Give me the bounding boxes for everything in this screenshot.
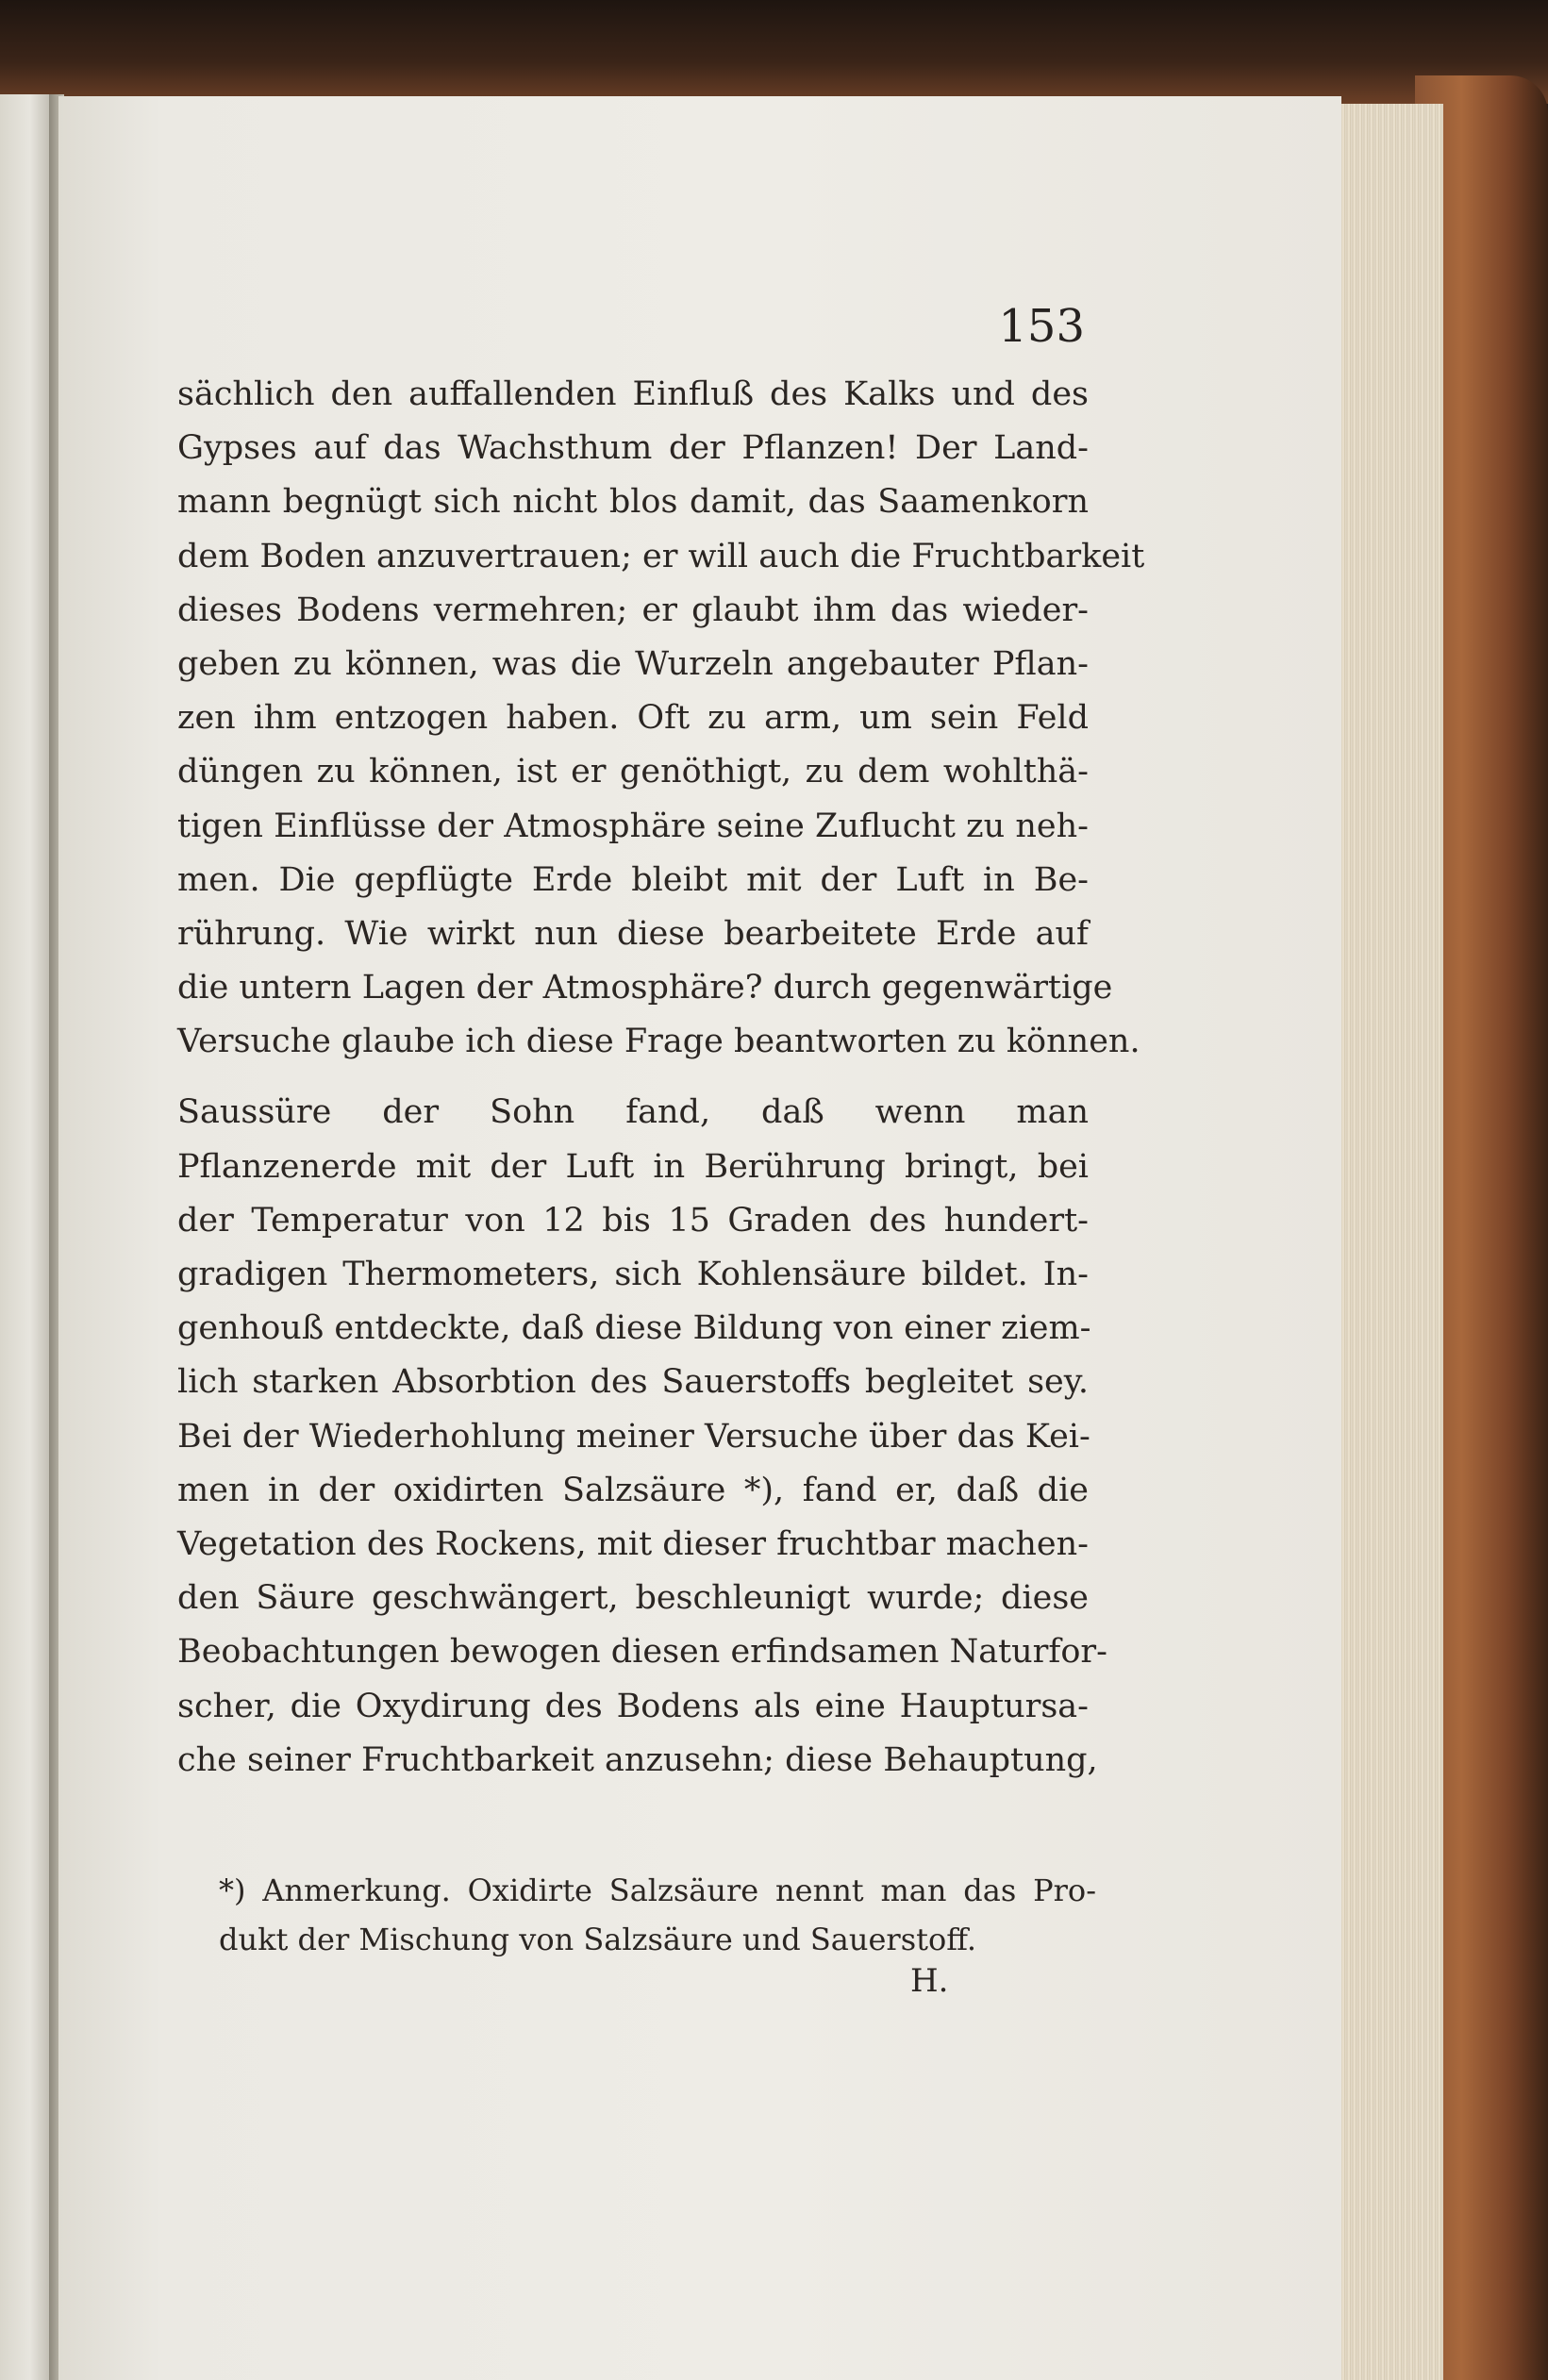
text-line: che seiner Fruchtbarkeit anzusehn; diese Behauptung, — [177, 1740, 1098, 1779]
text-line: Vegetation des Rockens, mit dieser fruchtbar machen- — [177, 1524, 1089, 1563]
text-line: der Temperatur von 12 bis 15 Graden des hundert- — [177, 1201, 1089, 1240]
text-line: tigen Einflüsse der Atmosphäre seine Zuflucht zu neh- — [177, 807, 1089, 845]
footnote-signature: H. — [910, 1962, 949, 2000]
text-line: men. Die gepflügte Erde bleibt mit der Luft in Be- — [177, 860, 1089, 899]
footnote-line-1: *) Anmerkung. Oxidirte Salzsäure nennt man das Pro- — [219, 1872, 1096, 1908]
text-line: düngen zu können, ist er genöthigt, zu dem wohlthä- — [177, 753, 1089, 791]
page-number: 153 — [998, 300, 1085, 353]
text-line: die untern Lagen der Atmosphäre? durch gegenwärtige — [177, 969, 1113, 1007]
paragraph-1 — [177, 368, 1145, 1069]
text-line: Beobachtungen bewogen diesen erfindsamen Naturfor- — [177, 1633, 1107, 1672]
body-text — [177, 368, 1145, 1788]
text-line: sächlich den auffallenden Einfluß des Kalks und des — [177, 375, 1089, 413]
text-line: Bei der Wiederhohlung meiner Versuche über das Kei- — [177, 1417, 1090, 1456]
text-line: Saussüre der Sohn fand, daß wenn man — [177, 1093, 1089, 1132]
text-line: dieses Bodens vermehren; er glaubt ihm das wieder- — [177, 591, 1089, 629]
text-line: zen ihm entzogen haben. Oft zu arm, um sein Feld — [177, 699, 1089, 738]
text-line: gradigen Thermometers, sich Kohlensäure bildet. In- — [177, 1256, 1089, 1293]
book-cover-top — [0, 0, 1548, 104]
text-line: genhouß entdeckte, daß diese Bildung von einer ziem- — [177, 1309, 1091, 1348]
text-line: dem Boden anzuvertrauen; er will auch die Fruchtbarkeit — [177, 537, 1145, 575]
footnote-line-2: dukt der Mischung von Salzsäure und Sauerstoff. — [219, 1922, 976, 1957]
text-line: Versuche glaube ich diese Frage beantworten zu können. — [177, 1023, 1140, 1061]
text-line: rührung. Wie wirkt nun diese bearbeitete Erde auf — [177, 914, 1089, 953]
text-line: mann begnügt sich nicht blos damit, das Saamenkorn — [177, 483, 1089, 522]
text-line: geben zu können, was die Wurzeln angebauter Pflan- — [177, 644, 1089, 683]
text-line: Pflanzenerde mit der Luft in Berührung bringt, bei — [177, 1147, 1089, 1186]
footnote — [219, 1866, 1096, 1964]
text-line: den Säure geschwängert, beschleunigt wurde; diese — [177, 1579, 1089, 1618]
text-line: men in der oxidirten Salzsäure *), fand er, daß die — [177, 1471, 1089, 1509]
paragraph-2 — [177, 1086, 1107, 1787]
text-line: lich starken Absorbtion des Sauerstoffs begleitet sey. — [177, 1363, 1089, 1402]
page-block-edges — [1338, 104, 1443, 2380]
facing-page-edge — [0, 94, 55, 2380]
text-line: scher, die Oxydirung des Bodens als eine Hauptursa- — [177, 1687, 1089, 1725]
text-line: Gypses auf das Wachsthum der Pflanzen! Der Land- — [177, 429, 1089, 468]
